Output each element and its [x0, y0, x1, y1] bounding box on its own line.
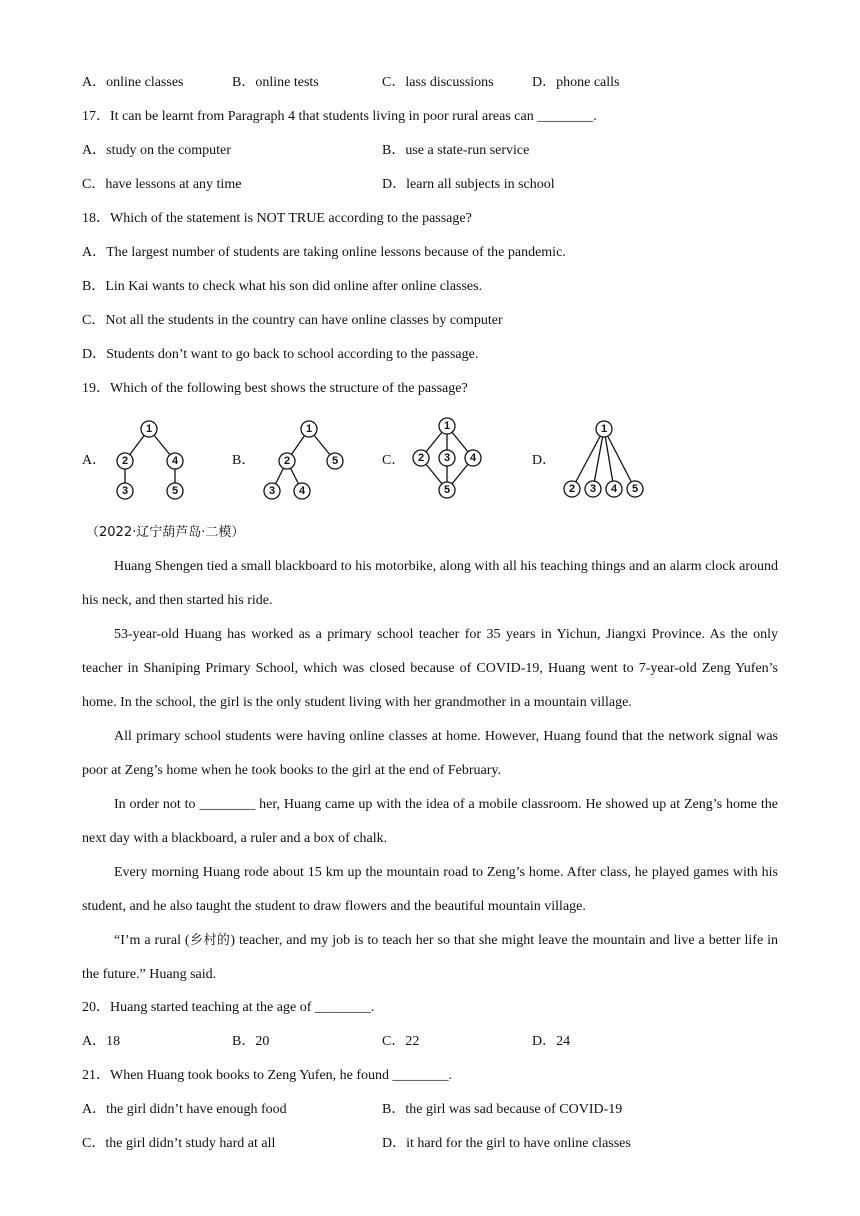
option-text: 24	[556, 1034, 571, 1049]
quote-text-start: “I’m a rural (	[114, 933, 190, 948]
option-letter: B．	[382, 1102, 406, 1117]
tree-node-4-label: 4	[469, 452, 477, 464]
q19-stem: 19．Which of the following best shows the structure of the passage?	[82, 381, 468, 396]
q17-option-b[interactable]	[382, 142, 529, 160]
option-letter: A．	[82, 1102, 107, 1117]
q21-stem: 21．When Huang took books to Zeng Yufen, he found ________.	[82, 1068, 453, 1083]
option-letter: C．	[82, 177, 106, 192]
option-text: 18	[106, 1034, 121, 1049]
option-text: The largest number of students are taking online lessons because of the pandemic.	[106, 245, 566, 260]
q21-option-b[interactable]	[382, 1101, 622, 1119]
q20-option-d[interactable]	[532, 1033, 570, 1051]
option-text: online classes	[106, 75, 184, 90]
q18-option-b[interactable]	[82, 278, 482, 296]
q17-option-a[interactable]	[82, 142, 231, 160]
option-letter: A．	[82, 1034, 107, 1049]
q16-option-c[interactable]	[382, 74, 494, 92]
option-text: lass discussions	[405, 75, 494, 90]
q21-option-c[interactable]	[82, 1135, 275, 1153]
tree-node-1-label: 1	[600, 423, 608, 435]
option-letter: C．	[82, 313, 106, 328]
q17-option-d[interactable]	[382, 176, 555, 194]
source-note: （2022·辽宁葫芦岛·二模）	[86, 525, 245, 540]
tree-node-2-label: 2	[417, 452, 425, 464]
option-text: phone calls	[556, 75, 620, 90]
option-text: the girl was sad because of COVID-19	[405, 1102, 623, 1117]
option-text: learn all subjects in school	[406, 177, 555, 192]
option-text: 22	[405, 1034, 420, 1049]
option-text: Students don’t want to go back to school according to the passage.	[106, 347, 479, 362]
tree-node-5-label: 5	[443, 484, 451, 496]
option-letter: A．	[82, 143, 107, 158]
tree-node-2-label: 2	[283, 455, 291, 467]
q20-option-a[interactable]	[82, 1033, 120, 1051]
tree-edge	[572, 429, 604, 489]
option-text: the girl didn’t have enough food	[106, 1102, 287, 1117]
option-letter: B．	[232, 75, 256, 90]
q21-option-d[interactable]	[382, 1135, 631, 1153]
passage-paragraph-3: All primary school students were having online classes at home. However, Huang found that the network signal was poor at Zeng’s home when he took books to the girl at the end of February.	[82, 729, 778, 778]
option-letter: B．	[382, 143, 406, 158]
tree-node-1-label: 1	[305, 423, 313, 435]
option-letter: C．	[382, 1034, 406, 1049]
option-text: use a state-run service	[405, 143, 530, 158]
option-letter: C．	[82, 1136, 106, 1151]
tree-diagram-a	[100, 415, 200, 505]
tree-node-2-label: 2	[568, 483, 576, 495]
option-letter: D．	[82, 347, 107, 362]
q19-option-d-letter[interactable]: D．	[532, 453, 557, 468]
tree-diagram-d	[560, 415, 660, 505]
tree-node-4-label: 4	[298, 485, 306, 497]
q18-option-d[interactable]	[82, 346, 478, 364]
q19-option-b-letter[interactable]: B．	[232, 453, 256, 468]
option-letter: B．	[232, 1034, 256, 1049]
tree-node-3-label: 3	[268, 485, 276, 497]
q18-option-a[interactable]	[82, 244, 566, 262]
q20-option-b[interactable]	[232, 1033, 269, 1051]
q16-option-b[interactable]	[232, 74, 319, 92]
option-text: Lin Kai wants to check what his son did online after online classes.	[105, 279, 483, 294]
tree-node-3-label: 3	[589, 483, 597, 495]
tree-node-4-label: 4	[171, 455, 179, 467]
tree-node-3-label: 3	[121, 485, 129, 497]
option-letter: D．	[382, 1136, 407, 1151]
q21-option-a[interactable]	[82, 1101, 287, 1119]
option-text: have lessons at any time	[105, 177, 242, 192]
option-text: online tests	[255, 75, 319, 90]
quote-text-end: ) teacher, and my job is to teach her so that she might leave the mountain and live a better life in the future.” Huang said.	[82, 933, 779, 982]
passage-paragraph-5: Every morning Huang rode about 15 km up the mountain road to Zeng’s home. After class, he played games with his student, and he also taught the student to draw flowers and the beautiful mountain village.	[82, 865, 778, 914]
passage-paragraph-4: In order not to ________ her, Huang came up with the idea of a mobile classroom. He showed up at Zeng’s home the next day with a blackboard, a ruler and a box of chalk.	[82, 797, 778, 846]
option-text: study on the computer	[106, 143, 231, 158]
passage-paragraph-6	[82, 924, 778, 992]
option-letter: C．	[382, 75, 406, 90]
q20-option-c[interactable]	[382, 1033, 419, 1051]
q16-option-d[interactable]	[532, 74, 620, 92]
tree-node-4-label: 4	[610, 483, 618, 495]
option-letter: A．	[82, 245, 107, 260]
passage-paragraph-2: 53-year-old Huang has worked as a primary school teacher for 35 years in Yichun, Jiangxi Province. As the only teacher in Shaniping Primary School, which was closed because of COVID-19, Huang went to 7-year-old Zeng Yufen’s home. In the school, the girl is the only student living with her grandmother in a mountain village.	[82, 627, 778, 710]
option-text: Not all the students in the country can have online classes by computer	[105, 313, 503, 328]
option-text: 20	[255, 1034, 270, 1049]
tree-node-3-label: 3	[443, 452, 451, 464]
tree-node-1-label: 1	[145, 423, 153, 435]
option-letter: D．	[382, 177, 407, 192]
option-letter: B．	[82, 279, 106, 294]
tree-node-1-label: 1	[443, 420, 451, 432]
q16-option-a[interactable]	[82, 74, 184, 92]
tree-node-2-label: 2	[121, 455, 129, 467]
quote-chinese-gloss: 乡村的	[189, 933, 231, 948]
tree-node-5-label: 5	[171, 485, 179, 497]
tree-diagram-c	[405, 412, 495, 502]
passage-paragraph-1: Huang Shengen tied a small blackboard to his motorbike, along with all his teaching things and an alarm clock around his neck, and then started his ride.	[82, 559, 778, 608]
q19-option-a-letter[interactable]: A．	[82, 453, 107, 468]
q19-option-c-letter[interactable]: C．	[382, 453, 406, 468]
q17-option-c[interactable]	[82, 176, 241, 194]
tree-node-5-label: 5	[631, 483, 639, 495]
q18-stem: 18．Which of the statement is NOT TRUE according to the passage?	[82, 211, 472, 226]
tree-diagram-b	[260, 415, 360, 505]
option-text: the girl didn’t study hard at all	[105, 1136, 276, 1151]
option-letter: D．	[532, 1034, 557, 1049]
option-text: it hard for the girl to have online classes	[406, 1136, 631, 1151]
q18-option-c[interactable]	[82, 312, 503, 330]
q20-stem: 20．Huang started teaching at the age of ________.	[82, 1000, 375, 1015]
q17-stem: 17．It can be learnt from Paragraph 4 that students living in poor rural areas can ________.	[82, 109, 597, 124]
option-letter: A．	[82, 75, 107, 90]
tree-node-5-label: 5	[331, 455, 339, 467]
option-letter: D．	[532, 75, 557, 90]
